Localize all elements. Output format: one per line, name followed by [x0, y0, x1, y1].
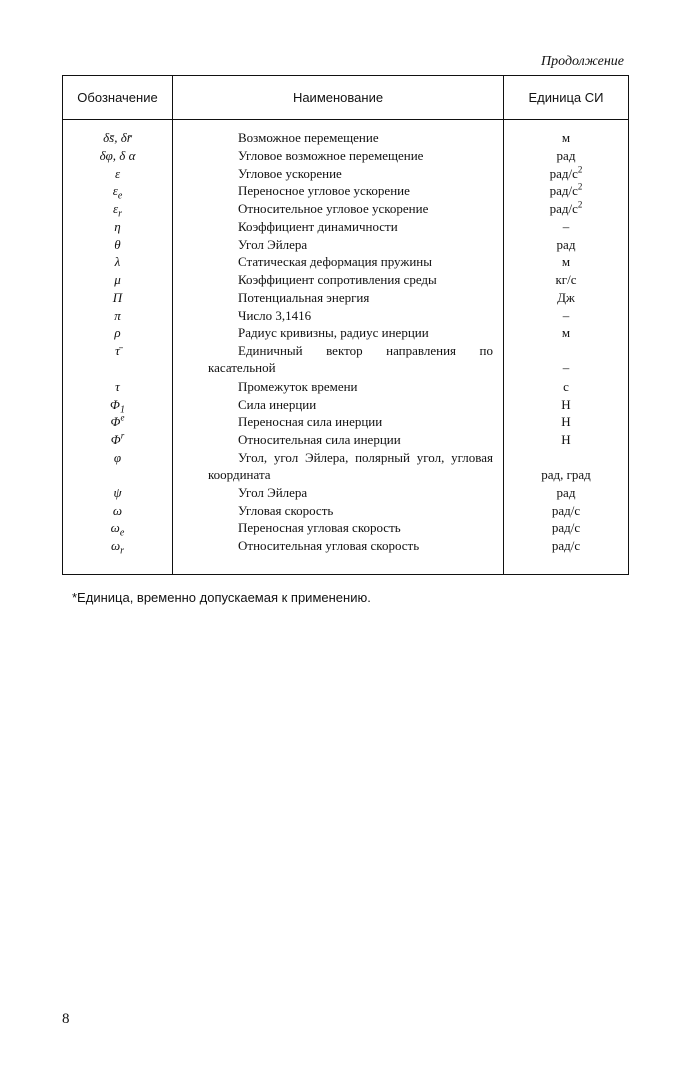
- row-symbol: φ: [113, 450, 122, 465]
- row-symbol: ψ: [113, 485, 122, 500]
- row-name: Относительная угловая скорость: [238, 538, 420, 553]
- header-unit: Единица СИ: [528, 90, 604, 105]
- row-symbol: $\varepsilon_e$: [112, 183, 123, 202]
- continued-label: Продолжение: [541, 54, 624, 69]
- table-header: [63, 76, 628, 120]
- row-name: Коэффициент динамичности: [238, 219, 398, 234]
- row-unit: рад/$с^2$: [549, 199, 583, 216]
- row-unit: рад/$с^2$: [549, 164, 583, 181]
- row-unit: рад, град: [541, 467, 591, 482]
- row-name: Потенциальная энергия: [238, 290, 370, 305]
- row-unit: –: [562, 219, 570, 234]
- row-symbol: ω: [112, 503, 123, 518]
- row-unit: с: [563, 379, 569, 394]
- row-symbol: $\Phi^e$: [110, 412, 125, 429]
- row-symbol: π: [114, 308, 121, 323]
- row-unit: Н: [561, 397, 571, 412]
- row-name: Угловое возможное перемещение: [238, 148, 424, 163]
- row-name: Относительная сила инерции: [238, 432, 401, 447]
- row-symbol: θ: [114, 237, 121, 252]
- row-name: Переносная угловая скорость: [238, 520, 401, 535]
- row-symbol: $\Phi^r$: [110, 430, 125, 447]
- row-symbol: δφ, δ α: [99, 148, 136, 163]
- row-symbol: $\omega_r$: [110, 538, 125, 557]
- row-unit: Н: [561, 414, 571, 429]
- row-symbol: $\Phi_1$: [110, 397, 125, 416]
- row-symbol: δs̄, δr̄: [103, 130, 132, 145]
- row-unit: рад: [556, 148, 576, 163]
- row-name: Относительное угловое ускорение: [238, 201, 429, 216]
- row-symbol: $\varepsilon_r$: [112, 201, 123, 220]
- row-name: Угол Эйлера: [238, 237, 308, 252]
- row-name: Коэффициент сопротивления среды: [238, 272, 437, 287]
- row-name: Угловая скорость: [238, 503, 334, 518]
- row-unit: –: [562, 360, 570, 375]
- row-name: Переносная сила инерции: [238, 414, 383, 429]
- row-unit: м: [561, 254, 571, 269]
- row-unit: Н: [561, 432, 571, 447]
- row-name: Единичный вектор направления по касательной: [208, 343, 493, 375]
- row-symbol: η: [114, 219, 121, 234]
- row-unit: Дж: [557, 290, 575, 305]
- row-unit: м: [561, 130, 571, 145]
- row-symbol: τ: [115, 379, 120, 394]
- row-name: Угол Эйлера: [238, 485, 308, 500]
- row-unit: рад/с: [551, 538, 581, 553]
- page-number: 8: [62, 1011, 70, 1027]
- row-unit: рад/$с^2$: [549, 181, 583, 198]
- row-symbol: μ: [114, 272, 121, 287]
- row-name: Угловое ускорение: [238, 166, 342, 181]
- row-unit: рад: [556, 237, 576, 252]
- row-name: Возможное перемещение: [238, 130, 379, 145]
- row-symbol: ρ: [114, 325, 121, 340]
- header-name: Наименование: [292, 90, 384, 105]
- row-unit: м: [561, 325, 571, 340]
- row-name: Угол, угол Эйлера, полярный угол, угловая координата: [208, 450, 493, 482]
- row-name: Промежуток времени: [238, 379, 358, 394]
- row-unit: кг/с: [555, 272, 577, 287]
- row-symbol: τ̄: [115, 343, 120, 358]
- row-unit: рад/с: [551, 520, 581, 535]
- row-unit: рад: [556, 485, 576, 500]
- row-name: Статическая деформация пружины: [238, 254, 432, 269]
- row-symbol: ε: [114, 166, 121, 181]
- row-unit: рад/с: [551, 503, 581, 518]
- row-symbol: λ: [114, 254, 121, 269]
- row-name: Радиус кривизны, радиус инерции: [238, 325, 429, 340]
- symbols-table: [62, 75, 629, 575]
- row-unit: –: [562, 308, 570, 323]
- row-name: Число 3,1416: [238, 308, 312, 323]
- row-symbol: $\omega_e$: [110, 520, 125, 539]
- row-name: Переносное угловое ускорение: [238, 183, 410, 198]
- row-symbol: П: [112, 290, 123, 305]
- header-symbol: Обозначение: [77, 90, 158, 105]
- column-divider-1: [172, 76, 173, 574]
- footnote: *Единица, временно допускаемая к применению.: [72, 590, 371, 605]
- row-name: Сила инерции: [238, 397, 317, 412]
